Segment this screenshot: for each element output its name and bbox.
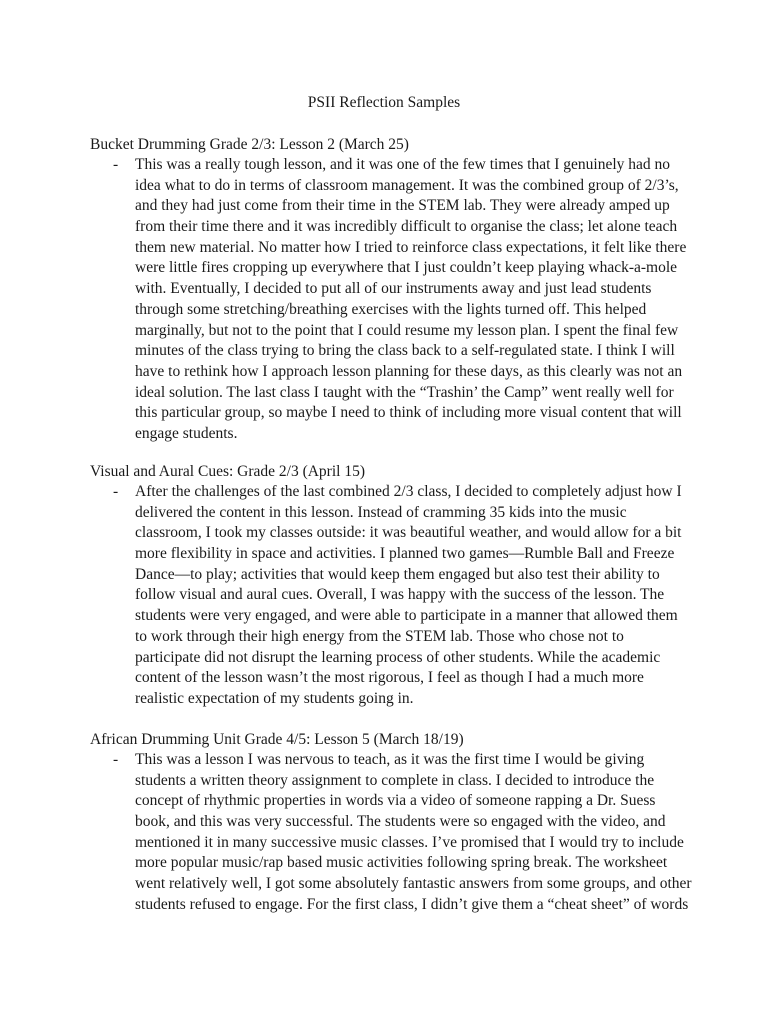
text-line: to work through their high energy from the STEM lab. Those who chose not to: [135, 627, 624, 645]
text-line: classroom, I took my classes outside: it was beautiful weather, and would allow for a bit: [135, 524, 682, 542]
section-heading: African Drumming Unit Grade 4/5: Lesson 5 (March 18/19): [90, 731, 464, 748]
text-line: this particular group, so maybe I need to think of including more visual content that will: [135, 404, 682, 422]
text-line: mentioned it in many successive music classes. I’ve promised that I would try to include: [135, 833, 684, 851]
text-line: content of the lesson wasn’t the most rigorous, I feel as though I had a much more: [135, 669, 644, 687]
text-line: more popular music/rap based music activities following spring break. The worksheet: [135, 854, 668, 872]
text-line: Dance—to play; activities that would keep them engaged but also test their ability to: [135, 565, 660, 583]
text-line: This was a lesson I was nervous to teach, as it was the first time I would be giving: [135, 751, 645, 768]
text-line: were little fires cropping up everywhere that I just couldn’t keep playing whack-a-mole: [135, 259, 678, 277]
text-line: realistic expectation of my students going in.: [135, 689, 414, 707]
bullet-text: [135, 482, 690, 710]
section-heading: Bucket Drumming Grade 2/3: Lesson 2 (March 25): [90, 136, 409, 153]
text-line: them new material. No matter how I tried to reinforce class expectations, it felt like there: [135, 238, 687, 256]
text-line: from their time there and it was incredibly difficult to organise the class; let alone teach: [135, 218, 678, 236]
bullet-item: [90, 750, 690, 916]
text-line: participate did not disrupt the learning process of other students. While the academic: [135, 648, 661, 666]
text-line: ideal solution. The last class I taught with the “Trashin’ the Camp” went really well for: [135, 383, 674, 401]
section-african-drumming: [90, 730, 690, 916]
bullet-item: [90, 155, 690, 445]
text-line: students a written theory assignment to complete in class. I decided to introduce the: [135, 771, 655, 789]
text-line: follow visual and aural cues. Overall, I was happy with the success of the lesson. The: [135, 586, 665, 604]
text-line: more flexibility in space and activities. I planned two games—Rumble Ball and Freeze: [135, 545, 675, 563]
text-line: book, and this was very successful. The students were so engaged with the video, and: [135, 813, 666, 831]
text-line: students were very engaged, and were able to participate in a manner that allowed them: [135, 607, 678, 625]
text-line: idea what to do in terms of classroom management. It was the combined group of 2/3’s,: [135, 176, 679, 194]
text-line: minutes of the class trying to bring the class back to a self-regulated state. I think I will: [135, 342, 675, 360]
text-line: with. Eventually, I decided to put all of our instruments away and just lead students: [135, 280, 652, 298]
section-bucket-drumming: [90, 135, 690, 445]
text-line: went relatively well, I got some absolutely fantastic answers from some groups, and other: [135, 875, 692, 893]
text-line: students refused to engage. For the first class, I didn’t give them a “cheat sheet” of words: [135, 895, 689, 913]
bullet-item: [90, 482, 690, 710]
bullet-dash: -: [113, 156, 119, 173]
text-line: delivered the content in this lesson. Instead of cramming 35 kids into the music: [135, 503, 627, 521]
text-line: engage students.: [135, 424, 238, 442]
bullet-text: [135, 155, 690, 445]
bullet-dash: -: [113, 483, 119, 500]
text-line: and they had just come from their time in the STEM lab. They were already amped up: [135, 197, 670, 215]
document-title: PSII Reflection Samples: [307, 94, 461, 111]
text-line: concept of rhythmic properties in words via a video of someone rapping a Dr. Suess: [135, 792, 656, 810]
bullet-text: [135, 750, 690, 916]
section-heading: Visual and Aural Cues: Grade 2/3 (April 15): [90, 463, 365, 480]
text-line: marginally, but not to the point that I could resume my lesson plan. I spent the final few: [135, 321, 679, 339]
bullet-dash: -: [113, 751, 119, 768]
section-visual-aural-cues: [90, 462, 690, 710]
text-line: have to rethink how I approach lesson planning for these days, as this clearly was not an: [135, 362, 683, 380]
text-line: This was a really tough lesson, and it was one of the few times that I genuinely had no: [135, 156, 671, 173]
text-line: through some stretching/breathing exercises with the lights turned off. This helped: [135, 300, 647, 318]
text-line: After the challenges of the last combined 2/3 class, I decided to completely adjust how I: [135, 483, 682, 500]
